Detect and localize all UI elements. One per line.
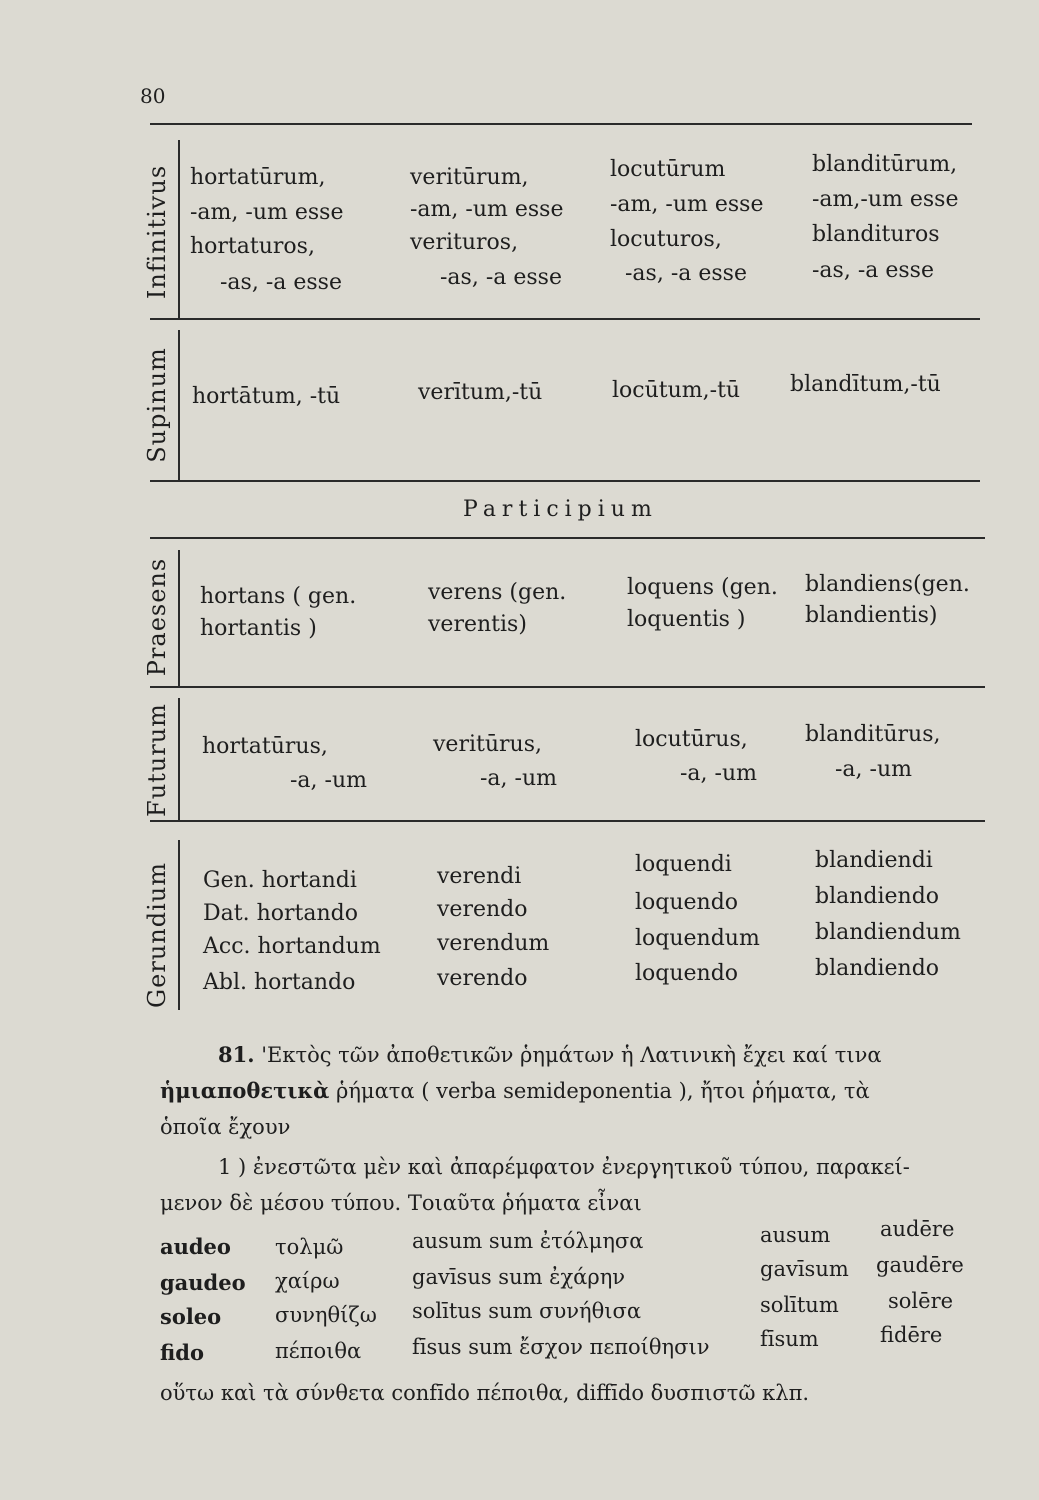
section81-line5: μενον δὲ μέσου τύπου. Τοιαῦτα ῥήματα εἶναι xyxy=(160,1191,642,1215)
supinum-cell: locūtum,-tū xyxy=(612,378,741,403)
rule-futurum-bottom xyxy=(150,820,985,822)
verb-infinitive: solēre xyxy=(888,1289,954,1313)
futurum-cell: blanditūrus, xyxy=(805,722,941,747)
infinitivus-cell: locutūrum xyxy=(610,157,726,182)
verb-perfect: ausum sum ἐτόλμησα xyxy=(412,1229,644,1253)
rule-supinum-bottom xyxy=(150,480,980,482)
supinum-cell: hortātum, -tū xyxy=(192,384,341,409)
book-page: 80 Infinitivus Supinum Praesens Futurum Gerundium hortatūrum, veritūrum, locutūrum blanditūrum, -am, -um esse -am, -um esse -am, -um esse -am,-um esse hortaturos, verituros, locuturos, blandituros -as, -a esse -as, -a esse -as, -a esse -as, -a esse hortātum, -tū verītum,-tū locūtum,-tū blandītum,-tū Participium hortans ( gen. verens (gen. loquens (gen. blandiens(gen. hortantis ) verentis) loquentis ) blandientis) hortatūrus, veritūrus, locutūrus, blanditūrus, -a, -um -a, -um -a, -um -a, -um Gen. hortandi verendi loquendi blandiendi Dat. hortando verendo loquendo blandiendo Acc. hortandum verendum loquendum blandiendum Abl. hortando verendo loquendo blandiendo 81. 'Εκτὸς τῶν ἀποθετικῶν ῥημάτων ἡ Λατινικὴ ἔχει καί τινα ἡμιαποθετικὰ ῥήματα ( verba semideponentia ), ἤτοι ῥήματα, τὰ ὁποῖα ἔχουν 1 ) ἐνεστῶτα μὲν καὶ ἀπαρέμφατον ἐνεργητικοῦ τύπου, παρακεί- μενον δὲ μέσου τύπου. Τοιαῦτα ῥήματα εἶναι audeo τολμῶ ausum sum ἐτόλμησα ausum audēre gaudeo χαίρω gavīsus sum ἐχάρην gavīsum gaudēre soleo συνηθίζω solītus sum συνήθισα solītum solēre fido πέποιθα fīsus sum ἔσχον πεποίθησιν fīsum fidēre οὕτω καὶ τὰ σύνθετα confīdo πέποιθα, diffīdo δυσπιστῶ κλπ. xyxy=(0,0,1039,1500)
verb-supine: ausum xyxy=(760,1223,831,1247)
verb-latin: fido xyxy=(160,1340,204,1365)
futurum-cell: -a, -um xyxy=(290,768,367,793)
verb-supine: fīsum xyxy=(760,1327,819,1351)
verb-supine: solītum xyxy=(760,1293,839,1317)
gerundium-cell: Dat. hortando xyxy=(203,901,358,926)
vrule-futurum xyxy=(178,698,180,820)
section81-last-line: οὕτω καὶ τὰ σύνθετα confīdo πέποιθα, diffīdo δυσπιστῶ κλπ. xyxy=(160,1381,810,1405)
gerundium-cell: blandiendum xyxy=(815,920,961,945)
rule-top xyxy=(150,123,972,125)
futurum-cell: veritūrus, xyxy=(433,732,542,757)
section81-line1 xyxy=(218,1040,882,1070)
verb-perfect: gavīsus sum ἐχάρην xyxy=(412,1265,626,1289)
gerundium-cell: Acc. hortandum xyxy=(203,934,381,959)
praesens-cell: loquens (gen. xyxy=(627,575,778,600)
section81-term: ἡμιαποθετικὰ xyxy=(160,1078,330,1103)
participium-title: Participium xyxy=(463,497,658,522)
rule-participium-bottom xyxy=(150,537,985,539)
praesens-cell: blandientis) xyxy=(805,603,938,628)
infinitivus-cell: -as, -a esse xyxy=(812,258,934,283)
infinitivus-cell: hortaturos, xyxy=(190,234,315,259)
rule-infinitivus-bottom xyxy=(150,318,980,320)
gerundium-cell: verendum xyxy=(437,931,550,956)
gerundium-cell: Gen. hortandi xyxy=(203,868,357,893)
verb-greek: χαίρω xyxy=(275,1269,340,1293)
gerundium-cell: verendo xyxy=(437,966,528,991)
verb-supine: gavīsum xyxy=(760,1257,849,1281)
gerundium-cell: loquendum xyxy=(635,926,760,951)
section81-line4: 1 ) ἐνεστῶτα μὲν καὶ ἀπαρέμφατον ἐνεργητικοῦ τύπου, παρακεί- xyxy=(218,1155,910,1179)
praesens-cell: blandiens(gen. xyxy=(805,572,970,597)
praesens-cell: verentis) xyxy=(428,612,527,637)
verb-infinitive: gaudēre xyxy=(876,1253,964,1277)
infinitivus-cell: -as, -a esse xyxy=(440,265,562,290)
vrule-gerundium xyxy=(178,840,180,1010)
infinitivus-cell: hortatūrum, xyxy=(190,165,326,190)
infinitivus-cell: -am, -um esse xyxy=(190,200,344,225)
gerundium-cell: verendi xyxy=(437,864,522,889)
gerundium-cell: Abl. hortando xyxy=(203,970,356,995)
verb-infinitive: fidēre xyxy=(880,1323,943,1347)
verb-greek: τολμῶ xyxy=(275,1235,344,1259)
section-number: 81. xyxy=(218,1042,255,1067)
gerundium-cell: blandiendo xyxy=(815,956,940,981)
vrule-praesens xyxy=(178,550,180,686)
rule-praesens-bottom xyxy=(150,686,985,688)
infinitivus-cell: -as, -a esse xyxy=(625,261,747,286)
verb-perfect: solītus sum συνήθισα xyxy=(412,1299,642,1323)
gerundium-cell: blandiendi xyxy=(815,848,933,873)
page-number: 80 xyxy=(140,84,166,108)
verb-greek: συνηθίζω xyxy=(275,1303,377,1327)
infinitivus-cell: -am, -um esse xyxy=(610,192,764,217)
infinitivus-cell: veritūrum, xyxy=(410,165,529,190)
verb-latin: soleo xyxy=(160,1304,222,1329)
praesens-cell: loquentis ) xyxy=(627,607,746,632)
section81-line2 xyxy=(160,1076,870,1106)
section81-line3: ὁποῖα ἔχουν xyxy=(160,1115,291,1139)
infinitivus-cell: verituros, xyxy=(410,230,519,255)
infinitivus-cell: blandituros xyxy=(812,222,940,247)
futurum-cell: -a, -um xyxy=(835,757,912,782)
infinitivus-cell: -am,-um esse xyxy=(812,187,959,212)
section81-text: ῥήματα ( verba semideponentia ), ἤτοι ῥήματα, τὰ xyxy=(336,1079,870,1103)
gerundium-cell: loquendo xyxy=(635,961,739,986)
praesens-cell: verens (gen. xyxy=(428,580,567,605)
infinitivus-cell: -am, -um esse xyxy=(410,197,564,222)
verb-infinitive: audēre xyxy=(880,1217,955,1241)
praesens-cell: hortantis ) xyxy=(200,616,317,641)
futurum-cell: -a, -um xyxy=(480,766,557,791)
section81-text: 'Εκτὸς τῶν ἀποθετικῶν ῥημάτων ἡ Λατινικὴ ἔχει καί τινα xyxy=(261,1043,882,1067)
infinitivus-cell: blanditūrum, xyxy=(812,152,958,177)
supinum-cell: verītum,-tū xyxy=(418,380,543,405)
praesens-cell: hortans ( gen. xyxy=(200,584,357,609)
verb-latin: audeo xyxy=(160,1234,231,1259)
futurum-cell: -a, -um xyxy=(680,761,757,786)
vrule-infinitivus xyxy=(178,140,180,318)
verb-perfect: fīsus sum ἔσχον πεποίθησιν xyxy=(412,1335,710,1359)
infinitivus-cell: -as, -a esse xyxy=(220,270,342,295)
futurum-cell: locutūrus, xyxy=(635,727,748,752)
infinitivus-cell: locuturos, xyxy=(610,227,722,252)
futurum-cell: hortatūrus, xyxy=(202,734,328,759)
gerundium-cell: blandiendo xyxy=(815,884,940,909)
gerundium-cell: verendo xyxy=(437,897,528,922)
verb-greek: πέποιθα xyxy=(275,1339,362,1363)
verb-latin: gaudeo xyxy=(160,1270,246,1295)
vrule-supinum xyxy=(178,330,180,480)
supinum-cell: blandītum,-tū xyxy=(790,372,941,397)
gerundium-cell: loquendi xyxy=(635,852,732,877)
gerundium-cell: loquendo xyxy=(635,890,739,915)
